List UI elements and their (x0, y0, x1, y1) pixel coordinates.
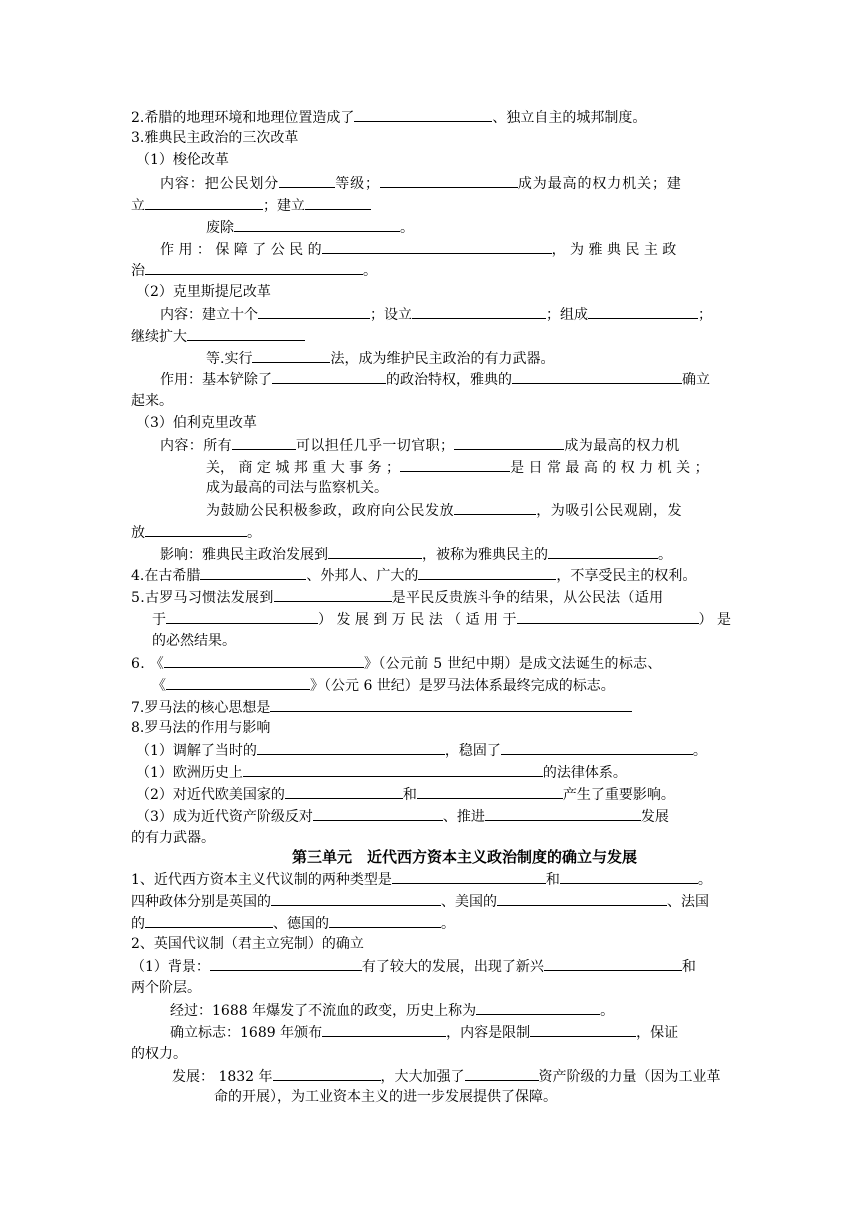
worksheet-line (131, 106, 646, 129)
line-text: 等级； (335, 176, 380, 192)
line-text: 是 日 常 最 高 的 权 力 机 关 ； (510, 460, 709, 476)
line-text: 2.希腊的地理环境和地理位置造成了 (131, 110, 355, 126)
fill-in-blank[interactable] (512, 368, 682, 384)
line-text: 放 (131, 525, 145, 541)
fill-in-blank[interactable] (234, 216, 400, 232)
line-text: ，被称为雅典民主的 (422, 547, 548, 563)
line-text: 、推进 (442, 809, 485, 825)
line-text: 成为最高的司法与监察机关。 (206, 480, 388, 496)
fill-in-blank[interactable] (530, 1021, 636, 1037)
line-text: 是平民反贵族斗争的结果，从公民法（适用 (391, 590, 664, 606)
line-text: 的必然结果。 (152, 633, 236, 649)
line-text: 。 (697, 872, 712, 888)
worksheet-line (131, 717, 270, 739)
line-text: 、美国的 (441, 894, 497, 910)
line-text: 成为最高的权力机关；建 (517, 176, 682, 192)
line-text: 第三单元 近代西方资本主义政治制度的确立与发展 (292, 848, 638, 866)
fill-in-blank[interactable] (417, 783, 563, 799)
worksheet-line (160, 368, 710, 391)
worksheet-line (131, 1043, 187, 1065)
line-text: （1）梭伦改革 (136, 152, 229, 168)
fill-in-blank[interactable] (454, 499, 536, 515)
fill-in-blank[interactable] (380, 172, 518, 188)
line-text: 的法律体系。 (542, 765, 627, 781)
line-text: 4.在古希腊 (131, 568, 201, 584)
line-text: 、法国 (667, 894, 709, 910)
line-text: 为鼓励公民积极参政，政府向公民发放 (206, 503, 455, 519)
line-text: 废除 (206, 220, 234, 236)
line-text: 作 用 ： 保 障 了 公 民 的 (160, 242, 322, 258)
fill-in-blank[interactable] (232, 434, 296, 450)
line-text: 资产阶级的力量（因为工业革 (538, 1069, 721, 1085)
fill-in-blank[interactable] (328, 543, 422, 559)
line-text: 。 (441, 916, 455, 932)
worksheet-line (206, 216, 414, 239)
worksheet-line (172, 1065, 721, 1088)
line-text: ； (698, 307, 712, 323)
worksheet-line (131, 390, 173, 412)
line-text: 1、近代西方资本主义代议制的两种类型是 (131, 872, 392, 888)
fill-in-blank[interactable] (145, 521, 247, 537)
line-text: （1）背景： (131, 959, 210, 975)
worksheet-line (131, 325, 305, 348)
worksheet-line (131, 696, 632, 719)
fill-in-blank[interactable] (210, 955, 362, 971)
line-text: 四种政体分别是英国的 (131, 894, 271, 910)
unit-heading (292, 846, 637, 868)
worksheet-line (206, 477, 388, 499)
fill-in-blank[interactable] (517, 608, 699, 624)
line-text: （3）成为近代资产阶级反对 (136, 809, 313, 825)
fill-in-blank[interactable] (145, 194, 263, 210)
line-text: 、独立自主的城邦制度。 (492, 110, 647, 126)
line-text: 》（公元 6 世纪）是罗马法体系最终完成的标志。 (310, 678, 615, 694)
fill-in-blank[interactable] (252, 347, 330, 363)
worksheet-line (136, 412, 257, 434)
line-text: ，大大加强了 (380, 1069, 465, 1085)
line-text: 6. 《 (131, 656, 165, 672)
line-text: 、外邦人、广大的 (306, 568, 419, 584)
worksheet-line (152, 674, 615, 697)
worksheet-line (152, 608, 731, 631)
line-text: 于 (152, 612, 166, 628)
worksheet-line (131, 521, 261, 544)
worksheet-line (160, 303, 712, 326)
worksheet-line (214, 1086, 557, 1108)
line-text: 命的开展），为工业资本主义的进一步发展提供了保障。 (214, 1089, 557, 1105)
line-text: 。 (400, 220, 414, 236)
worksheet-line (170, 1021, 678, 1044)
line-text: 两个阶层。 (131, 980, 201, 996)
worksheet-line (160, 543, 672, 566)
line-text: （2）克里斯提尼改革 (136, 284, 271, 300)
line-text: 有了较大的发展，出现了新兴 (361, 959, 544, 975)
worksheet-line (131, 564, 696, 587)
line-text: （3）伯利克里改革 (136, 415, 257, 431)
line-text: 发展 (640, 809, 669, 825)
worksheet-line (131, 977, 201, 999)
line-text: 内容：把公民划分 (160, 176, 280, 192)
line-text: 。 (658, 547, 672, 563)
worksheet-line (131, 827, 215, 849)
line-text: 等.实行 (206, 351, 253, 367)
fill-in-blank[interactable] (412, 303, 546, 319)
worksheet-line (206, 456, 709, 479)
fill-in-blank[interactable] (588, 303, 698, 319)
line-text: 立 (131, 198, 145, 214)
worksheet-line (131, 955, 696, 978)
worksheet-line (131, 933, 364, 955)
line-text: 确立 (682, 372, 710, 388)
line-text: （1）调解了当时的 (136, 743, 257, 759)
line-text: ， 为 雅 典 民 主 政 (551, 242, 677, 258)
line-text: ；建立 (263, 198, 305, 214)
worksheet-line (136, 783, 675, 806)
fill-in-blank[interactable] (200, 564, 306, 580)
line-text: 的有力武器。 (131, 830, 215, 846)
line-text: 继续扩大 (131, 329, 187, 345)
line-text: 可以担任几乎一切官职； (296, 438, 455, 454)
line-text: 的 (131, 916, 145, 932)
worksheet-line (131, 652, 662, 675)
fill-in-blank[interactable] (544, 955, 682, 971)
line-text: 影响：雅典民主政治发展到 (160, 547, 328, 563)
worksheet-line (131, 127, 298, 149)
line-text: 内容：建立十个 (160, 307, 258, 323)
fill-in-blank[interactable] (166, 608, 318, 624)
worksheet-line (206, 499, 682, 522)
line-text: 关， 商 定 城 邦 重 大 事 务 ； (206, 460, 401, 476)
line-text: （1）欧洲历史上 (136, 765, 243, 781)
worksheet-line (152, 630, 236, 652)
fill-in-blank[interactable] (166, 674, 310, 690)
line-text: ；组成 (546, 307, 588, 323)
fill-in-blank[interactable] (272, 368, 386, 384)
fill-in-blank[interactable] (313, 805, 443, 821)
line-text: 和 (681, 959, 696, 975)
line-text: 。 (692, 743, 707, 759)
worksheet-line (131, 868, 712, 891)
worksheet-line (160, 434, 680, 457)
line-text: ，稳固了 (444, 743, 501, 759)
line-text: 作用：基本铲除了 (160, 372, 272, 388)
worksheet-line (170, 999, 614, 1022)
line-text: 起来。 (131, 393, 173, 409)
line-text: 8.罗马法的作用与影响 (131, 720, 271, 736)
fill-in-blank[interactable] (279, 172, 335, 188)
fill-in-blank[interactable] (465, 1065, 539, 1081)
line-text: 。 (600, 1003, 615, 1019)
worksheet-line (160, 238, 676, 261)
worksheet-line (131, 259, 377, 282)
line-text: 发展： 1832 年 (172, 1069, 273, 1085)
fill-in-blank[interactable] (187, 325, 305, 341)
worksheet-line (136, 805, 669, 828)
fill-in-blank[interactable] (329, 912, 441, 928)
line-text: 5.古罗马习惯法发展到 (131, 590, 274, 606)
line-text: 和 (545, 872, 560, 888)
worksheet-line (136, 761, 627, 784)
line-text: 法，成为维护民主政治的有力武器。 (330, 351, 555, 367)
fill-in-blank[interactable] (270, 696, 632, 712)
line-text: ） 是 (698, 612, 731, 628)
fill-in-blank[interactable] (354, 106, 492, 122)
fill-in-blank[interactable] (322, 1021, 446, 1037)
line-text: ；设立 (370, 307, 412, 323)
fill-in-blank[interactable] (560, 868, 698, 884)
worksheet-line (160, 172, 682, 195)
fill-in-blank[interactable] (418, 564, 556, 580)
line-text: 和 (402, 787, 417, 803)
line-text: 成为最高的权力机 (564, 438, 680, 454)
fill-in-blank[interactable] (392, 868, 546, 884)
worksheet-line (206, 347, 554, 370)
fill-in-blank[interactable] (454, 434, 564, 450)
line-text: 确立标志：1689 年颁布 (170, 1025, 323, 1041)
fill-in-blank[interactable] (485, 805, 641, 821)
line-text: 产生了重要影响。 (562, 787, 675, 803)
line-text: 的权力。 (131, 1046, 187, 1062)
line-text: 内容：所有 (160, 438, 232, 454)
fill-in-blank[interactable] (285, 783, 403, 799)
fill-in-blank[interactable] (274, 586, 392, 602)
fill-in-blank[interactable] (273, 1065, 381, 1081)
worksheet-line (131, 586, 663, 609)
line-text: 》（公元前 5 世纪中期）是成文法诞生的标志、 (364, 656, 662, 672)
worksheet-line (136, 281, 271, 303)
fill-in-blank[interactable] (145, 259, 363, 275)
fill-in-blank[interactable] (548, 543, 658, 559)
line-text: （2）对近代欧美国家的 (136, 787, 285, 803)
line-text: ） 发 展 到 万 民 法 （ 适 用 于 (318, 612, 517, 628)
line-text: 。 (363, 263, 377, 279)
line-text: 2、英国代议制（君主立宪制）的确立 (131, 936, 364, 952)
line-text: ，不享受民主的权利。 (556, 568, 697, 584)
fill-in-blank[interactable] (243, 761, 543, 777)
fill-in-blank[interactable] (257, 739, 445, 755)
fill-in-blank[interactable] (476, 999, 600, 1015)
fill-in-blank[interactable] (497, 890, 667, 906)
fill-in-blank[interactable] (164, 652, 364, 668)
line-text: 。 (247, 525, 261, 541)
line-text: 3.雅典民主政治的三次改革 (131, 130, 299, 146)
line-text: 的政治特权，雅典的 (386, 372, 512, 388)
worksheet-line (131, 890, 709, 913)
line-text: ，内容是限制 (446, 1025, 531, 1041)
line-text: 7.罗马法的核心思想是 (131, 700, 271, 716)
worksheet-line (136, 739, 707, 762)
fill-in-blank[interactable] (145, 912, 273, 928)
fill-in-blank[interactable] (501, 739, 693, 755)
fill-in-blank[interactable] (271, 890, 441, 906)
line-text: 《 (152, 678, 166, 694)
worksheet-line (131, 194, 371, 217)
line-text: 治 (131, 263, 145, 279)
line-text: ，保证 (636, 1025, 679, 1041)
worksheet-line (136, 149, 229, 171)
line-text: ，为吸引公民观剧，发 (536, 503, 683, 519)
line-text: 、德国的 (273, 916, 329, 932)
fill-in-blank[interactable] (322, 238, 552, 254)
line-text: 经过：1688 年爆发了不流血的政变，历史上称为 (170, 1003, 477, 1019)
worksheet-line (131, 912, 455, 935)
fill-in-blank[interactable] (258, 303, 370, 319)
fill-in-blank[interactable] (400, 456, 510, 472)
fill-in-blank[interactable] (305, 194, 371, 210)
